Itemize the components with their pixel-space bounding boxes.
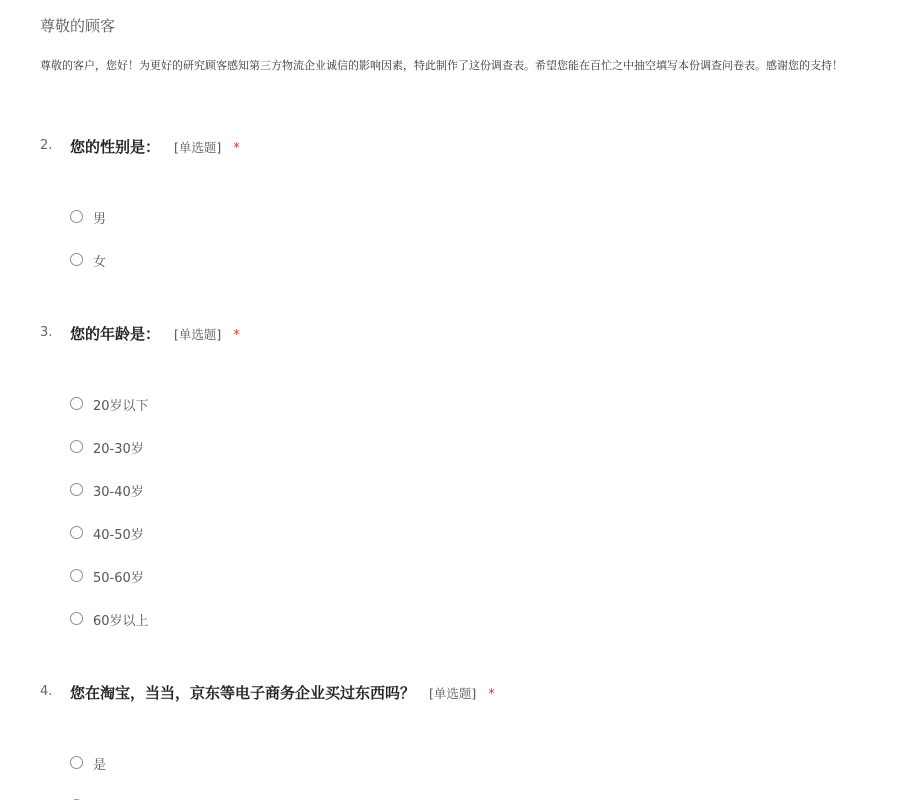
required-marker: *: [233, 328, 240, 343]
required-marker: *: [233, 141, 240, 156]
question-ecommerce: [40, 682, 900, 773]
option-label: 女: [93, 255, 107, 270]
option-label: 20-30岁: [93, 442, 144, 457]
question-header: [40, 323, 900, 347]
option-label: 60岁以上: [93, 614, 149, 629]
survey-intro: 尊敬的客户，您好！为更好的研究顾客感知第三方物流企业诚信的影响因素，特此制作了这份调查表。希望您能在百忙之中抽空填写本份调查问卷表。感谢您的支持！: [40, 59, 843, 72]
option-label: 40-50岁: [93, 528, 144, 543]
option-label: 30-40岁: [93, 485, 144, 500]
question-header: [40, 682, 900, 706]
question-number: 4.: [40, 684, 53, 699]
question-type-tag: [单选题]: [174, 140, 222, 155]
question-header: [40, 136, 900, 160]
question-type-tag: [单选题]: [429, 686, 477, 701]
radio-button[interactable]: [70, 569, 83, 582]
option-label: 20岁以下: [93, 399, 149, 414]
option-label: 是: [93, 758, 107, 773]
radio-button[interactable]: [70, 253, 83, 266]
option-label: 男: [93, 212, 107, 227]
question-number: 3.: [40, 325, 53, 340]
question-number: 2.: [40, 138, 53, 153]
radio-button[interactable]: [70, 440, 83, 453]
question-text: 您的年龄是： [单选题] *: [70, 325, 240, 343]
radio-button[interactable]: [70, 526, 83, 539]
question-gender: [40, 136, 900, 270]
radio-button[interactable]: [70, 612, 83, 625]
required-marker: *: [488, 687, 495, 702]
radio-button[interactable]: [70, 210, 83, 223]
option-label: 50-60岁: [93, 571, 144, 586]
question-age: [40, 323, 900, 629]
radio-button[interactable]: [70, 483, 83, 496]
radio-button[interactable]: [70, 397, 83, 410]
question-text: 您的性别是： [单选题] *: [70, 138, 240, 156]
question-text: 您在淘宝，当当，京东等电子商务企业买过东西吗？ [单选题] *: [70, 684, 495, 702]
radio-button[interactable]: [70, 756, 83, 769]
question-type-tag: [单选题]: [174, 327, 222, 342]
survey-title: 尊敬的顾客: [40, 17, 116, 35]
